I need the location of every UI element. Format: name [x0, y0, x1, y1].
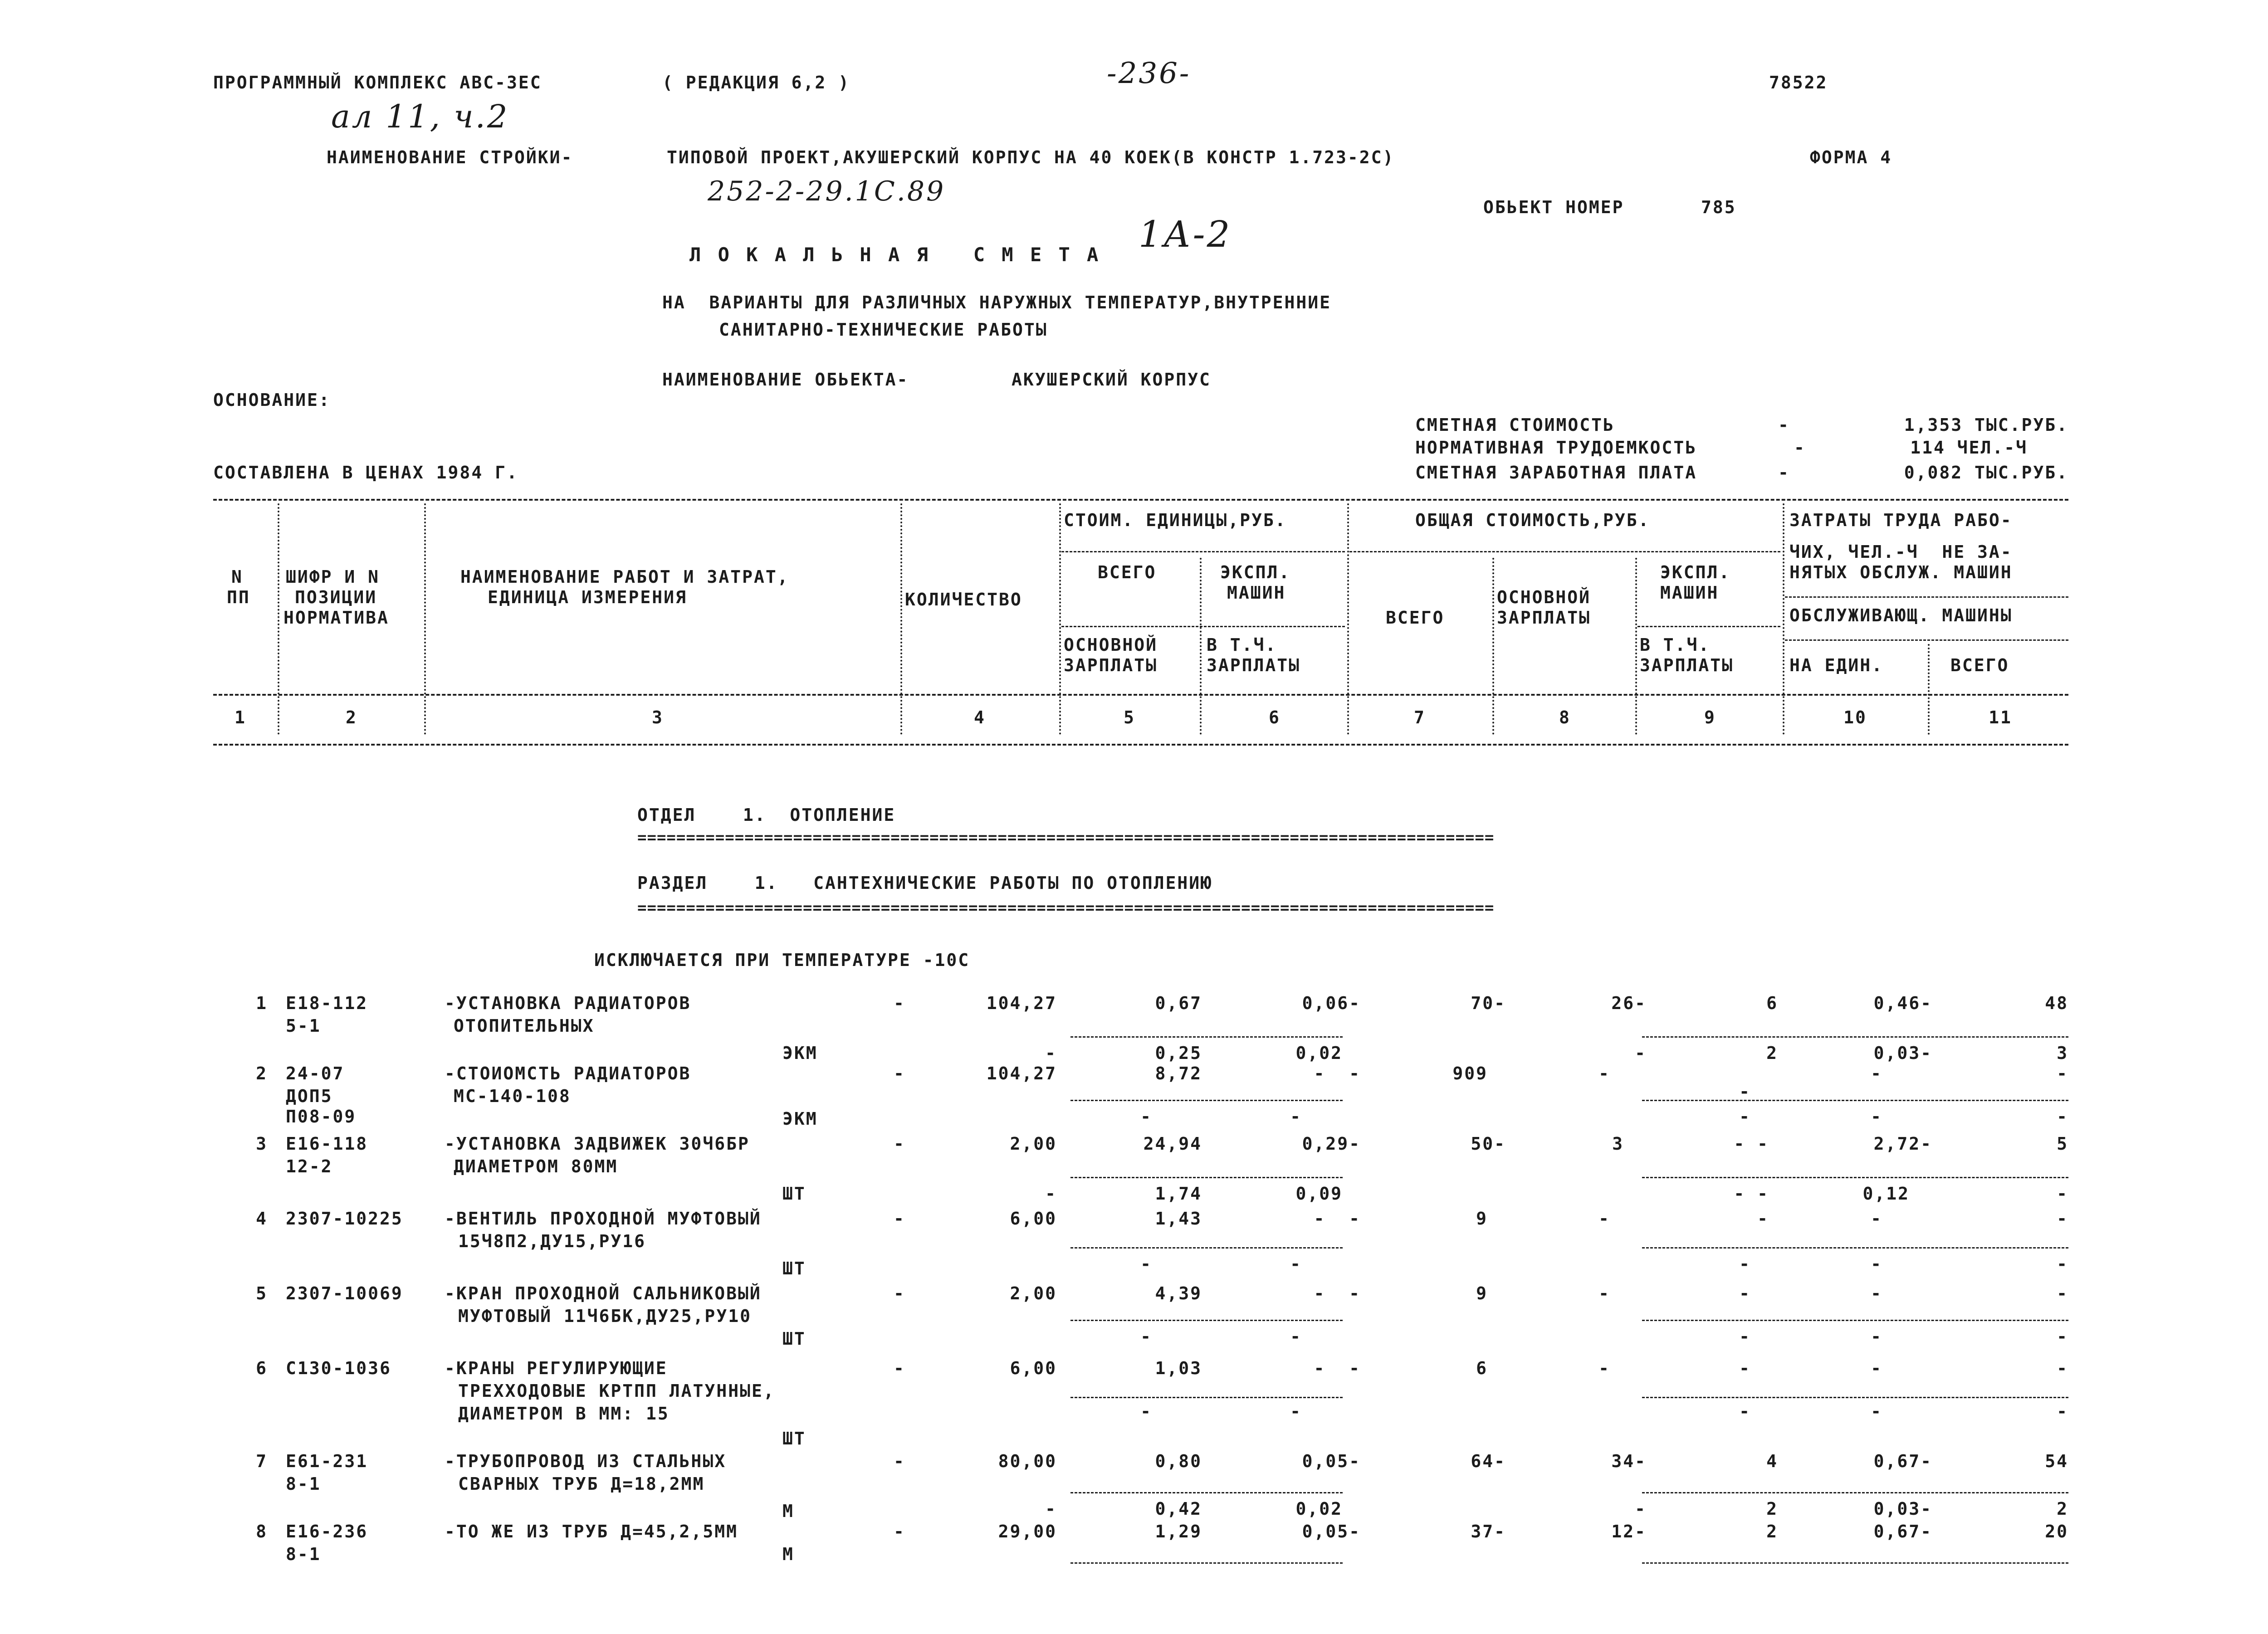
- total-machines: -: [1757, 1209, 1769, 1229]
- sub-labor-unit: -: [1871, 1401, 1882, 1421]
- unit: ЭКМ: [782, 1109, 818, 1129]
- work-name: -ТО ЖЕ ИЗ ТРУБ Д=45,2,5ММ: [445, 1522, 738, 1541]
- quantity: 6,00: [1010, 1209, 1057, 1229]
- subtotal-rule-right: [1642, 1562, 2068, 1564]
- norm-code: Е16-118: [286, 1134, 368, 1154]
- subtotal-rule: [1070, 1562, 1343, 1564]
- prices-basis: СОСТАВЛЕНА В ЦЕНАХ 1984 Г.: [213, 463, 518, 483]
- purpose-line-1: НА ВАРИАНТЫ ДЛЯ РАЗЛИЧНЫХ НАРУЖНЫХ ТЕМПЕРАТУР,ВНУТРЕННИЕ: [662, 293, 1332, 312]
- sub-wages-incl: -: [1290, 1327, 1302, 1346]
- unit-cost-subrule: [1061, 551, 1345, 552]
- object-number-label: ОБЬЕКТ НОМЕР: [1483, 197, 1624, 217]
- total-cost: 70-: [1471, 993, 1506, 1013]
- work-name-cont: ДИАМЕТРОМ 80ММ: [454, 1156, 618, 1176]
- col-number-8: 8: [1559, 707, 1571, 727]
- hdr-unit-cost: СТОИМ. ЕДИНИЦЫ,РУБ.: [1064, 510, 1287, 530]
- labor-per-unit: 0,46-: [1873, 993, 1932, 1013]
- dash: -: [894, 1451, 905, 1471]
- quantity: 80,00: [998, 1451, 1057, 1471]
- summary-sep-1: -: [1778, 415, 1790, 435]
- row-number: 8: [256, 1522, 268, 1541]
- sub-labor-total: -: [2057, 1327, 2068, 1346]
- form-number: ФОРМА 4: [1810, 147, 1892, 167]
- sub-labor-unit: 0,03-: [1873, 1499, 1932, 1519]
- unit: М: [782, 1501, 794, 1521]
- sub-quantity: -: [1045, 1184, 1057, 1204]
- table-header-rule: [213, 694, 2068, 696]
- sub-machines-wages: - -: [1734, 1184, 1769, 1204]
- col-sep-1: [278, 503, 279, 735]
- total-machines: - -: [1734, 1134, 1769, 1154]
- total-cost: 64-: [1471, 1451, 1506, 1471]
- sub-wages-incl: 0,02: [1295, 1499, 1343, 1519]
- work-name: -УСТАНОВКА ЗАДВИЖЕК 30Ч6БР: [445, 1134, 750, 1154]
- total-cost: 37-: [1471, 1522, 1506, 1541]
- hdr-col1-line2: ПП: [227, 587, 250, 607]
- hdr-col3-line1: НАИМЕНОВАНИЕ РАБОТ И ЗАТРАТ,: [460, 567, 789, 587]
- subtotal-rule-right: [1642, 1100, 2068, 1101]
- subtotal-rule-right: [1642, 1036, 2068, 1038]
- construction-label: НАИМЕНОВАНИЕ СТРОЙКИ-: [327, 147, 573, 167]
- norm-code-sub2: П08-09: [286, 1107, 357, 1127]
- col-number-11: 11: [1989, 707, 2012, 727]
- handwritten-estimate-number: 1А-2: [1139, 213, 1232, 255]
- labor-total: -: [2057, 1283, 2068, 1303]
- subtotal-rule: [1070, 1036, 1343, 1038]
- hdr-unit-basic-1: ОСНОВНОЙ: [1064, 635, 1158, 655]
- norm-code: 2307-10225: [286, 1209, 403, 1229]
- program-name: ПРОГРАММНЫЙ КОМПЛЕКС АВС-3ЕС: [213, 73, 542, 93]
- object-name-label: НАИМЕНОВАНИЕ ОБЬЕКТА-: [662, 370, 909, 390]
- hdr-unit-expl-2: МАШИН: [1227, 583, 1286, 603]
- unit-cost-total: 8,72: [1155, 1063, 1202, 1083]
- col-sep-4: [1059, 503, 1061, 735]
- hdr-total-basic-2: ЗАРПЛАТЫ: [1497, 608, 1591, 628]
- unit: ШТ: [782, 1429, 806, 1449]
- hdr-unit-expl-1: ЭКСПЛ.: [1220, 562, 1291, 582]
- row-number: 2: [256, 1063, 268, 1083]
- norm-code: Е16-236: [286, 1522, 368, 1541]
- col-number-2: 2: [346, 707, 357, 727]
- sub-machines-wages: 2: [1766, 1499, 1778, 1519]
- sub-basic-wages: 0,25: [1155, 1043, 1202, 1063]
- col-number-3: 3: [652, 707, 664, 727]
- total-machines: -: [1739, 1283, 1751, 1303]
- total-machines: 4: [1766, 1451, 1778, 1471]
- sub-labor-unit: -: [1871, 1107, 1882, 1127]
- col-sep-10: [1928, 644, 1930, 735]
- quantity: 104,27: [986, 993, 1057, 1013]
- col-sep-6: [1347, 503, 1349, 735]
- sub-wages-incl: 0,02: [1295, 1043, 1343, 1063]
- col-number-10: 10: [1843, 707, 1867, 727]
- hdr-unit-basic-2: ЗАРПЛАТЫ: [1064, 655, 1158, 675]
- work-name: -КРАНЫ РЕГУЛИРУЮЩИЕ: [445, 1358, 668, 1378]
- sub-basic-wages: -: [1140, 1327, 1152, 1346]
- unit-cost-total: 1,03: [1155, 1358, 1202, 1378]
- hdr-col3-line2: ЕДИНИЦА ИЗМЕРЕНИЯ: [488, 587, 687, 607]
- subtotal-rule: [1070, 1100, 1343, 1101]
- object-name: АКУШЕРСКИЙ КОРПУС: [1012, 370, 1211, 390]
- norm-code-sub: 8-1: [286, 1544, 321, 1564]
- exclusion-condition: ИСКЛЮЧАЕТСЯ ПРИ ТЕМПЕРАТУРЕ -10С: [594, 950, 970, 970]
- total-basic-wages: -: [1598, 1063, 1610, 1083]
- sub-wages-incl: -: [1290, 1401, 1302, 1421]
- row-number: 3: [256, 1134, 268, 1154]
- work-name: -УСТАНОВКА РАДИАТОРОВ: [445, 993, 691, 1013]
- norm-code: Е61-231: [286, 1451, 368, 1471]
- sub-basic-wages: -: [1140, 1254, 1152, 1274]
- labor-total: 54: [2045, 1451, 2068, 1471]
- work-name-cont: 15Ч8П2,ДУ15,РУ16: [458, 1231, 646, 1251]
- sub-total-basic: -: [1635, 1499, 1647, 1519]
- norm-code: Е18-112: [286, 993, 368, 1013]
- object-number: 785: [1701, 197, 1736, 217]
- hdr-total-cost: ОБЩАЯ СТОИМОСТЬ,РУБ.: [1415, 510, 1650, 530]
- norm-code-sub: 12-2: [286, 1156, 333, 1176]
- subtotal-rule: [1070, 1247, 1343, 1249]
- summary-value-2: 114 ЧЕЛ.-Ч: [1910, 438, 2028, 458]
- norm-code-sub: 5-1: [286, 1016, 321, 1036]
- labor-total: -: [2057, 1209, 2068, 1229]
- labor-total: 48: [2045, 993, 2068, 1013]
- row-number: 4: [256, 1209, 268, 1229]
- subtotal-rule: [1070, 1177, 1343, 1178]
- table-top-rule: [213, 499, 2068, 501]
- department-heading: ОТДЕЛ 1. ОТОПЛЕНИЕ: [637, 805, 896, 825]
- subtotal-rule-right: [1642, 1492, 2068, 1493]
- quantity: 104,27: [986, 1063, 1057, 1083]
- hdr-quantity: КОЛИЧЕСТВО: [905, 590, 1022, 610]
- subtotal-rule: [1070, 1397, 1343, 1398]
- summary-sep-2: -: [1794, 438, 1806, 458]
- work-name-cont: СВАРНЫХ ТРУБ Д=18,2ММ: [458, 1474, 705, 1494]
- sub-labor-total: -: [2057, 1184, 2068, 1204]
- col-number-7: 7: [1414, 707, 1426, 727]
- total-basic-wages: -: [1598, 1283, 1610, 1303]
- summary-value-1: 1,353 ТЫС.РУБ.: [1904, 415, 2068, 435]
- labor-total: -: [2057, 1063, 2068, 1083]
- quantity: 29,00: [998, 1522, 1057, 1541]
- hdr-labor-per-unit: НА ЕДИН.: [1789, 655, 1884, 675]
- total-cost: 9: [1476, 1209, 1488, 1229]
- labor-per-unit: -: [1871, 1283, 1882, 1303]
- construction-name: ТИПОВОЙ ПРОЕКТ,АКУШЕРСКИЙ КОРПУС НА 40 КОЕК(В КОНСТР 1.723-2С): [667, 147, 1395, 167]
- col-sep-3: [900, 503, 902, 735]
- total-machines: -: [1739, 1082, 1751, 1102]
- summary-label-2: НОРМАТИВНАЯ ТРУДОЕМКОСТЬ: [1415, 438, 1697, 458]
- total-basic-wages: -: [1598, 1209, 1610, 1229]
- sub-wages-incl: 0,09: [1295, 1184, 1343, 1204]
- total-cost: 909: [1452, 1063, 1488, 1083]
- dash: -: [894, 993, 905, 1013]
- sub-total-basic: -: [1635, 1043, 1647, 1063]
- total-machines: 2: [1766, 1522, 1778, 1541]
- sub-labor-total: -: [2057, 1401, 2068, 1421]
- document-code: 78522: [1769, 73, 1828, 93]
- sub-machines-wages: 2: [1766, 1043, 1778, 1063]
- total-cost-subrule: [1349, 551, 1780, 552]
- handwritten-project-code: 252-2-29.1С.89: [708, 176, 946, 207]
- col-number-4: 4: [974, 707, 986, 727]
- unit-cost-machines: - -: [1314, 1358, 1361, 1378]
- sub-basic-wages: 1,74: [1155, 1184, 1202, 1204]
- unit: ШТ: [782, 1258, 806, 1278]
- total-machines: -: [1739, 1358, 1751, 1378]
- work-name-cont: МС-140-108: [454, 1086, 571, 1106]
- hdr-unit-incl-2: ЗАРПЛАТЫ: [1207, 655, 1301, 675]
- sub-basic-wages: -: [1140, 1401, 1152, 1421]
- subtotal-rule: [1070, 1492, 1343, 1493]
- sub-machines-wages: -: [1739, 1254, 1751, 1274]
- labor-per-unit: -: [1871, 1063, 1882, 1083]
- col-sep-8: [1635, 558, 1637, 735]
- summary-label-1: СМЕТНАЯ СТОИМОСТЬ: [1415, 415, 1615, 435]
- sub-wages-incl: -: [1290, 1254, 1302, 1274]
- sub-machines-wages: -: [1739, 1107, 1751, 1127]
- col-number-5: 5: [1124, 707, 1135, 727]
- subtotal-rule-right: [1642, 1247, 2068, 1249]
- norm-code-sub: ДОП5: [286, 1086, 333, 1106]
- norm-code-sub: 8-1: [286, 1474, 321, 1494]
- hdr-col2-line3: НОРМАТИВА: [284, 608, 389, 628]
- total-basic-wages: 12-: [1611, 1522, 1647, 1541]
- row-number: 5: [256, 1283, 268, 1303]
- subtotal-rule: [1070, 1320, 1343, 1321]
- dash: -: [894, 1209, 905, 1229]
- sub-wages-incl: -: [1290, 1107, 1302, 1127]
- sub-machines-wages: -: [1739, 1401, 1751, 1421]
- unit-cost-machines: 0,05-: [1302, 1451, 1361, 1471]
- hdr-total-expl-2: МАШИН: [1660, 583, 1719, 603]
- hdr-labor-2: ЧИХ, ЧЕЛ.-Ч НЕ ЗА-: [1789, 542, 2013, 562]
- labor-subrule-2: [1785, 639, 2068, 641]
- unit-cost-total: 0,67: [1155, 993, 1202, 1013]
- total-expl-midrule: [1637, 626, 1780, 627]
- col-number-1: 1: [235, 707, 246, 727]
- work-name: -ТРУБОПРОВОД ИЗ СТАЛЬНЫХ: [445, 1451, 727, 1471]
- sub-labor-unit: -: [1871, 1327, 1882, 1346]
- work-name-cont: ОТОПИТЕЛЬНЫХ: [454, 1016, 595, 1036]
- unit-cost-machines: - -: [1314, 1063, 1361, 1083]
- labor-per-unit: -: [1871, 1209, 1882, 1229]
- total-basic-wages: 26-: [1611, 993, 1647, 1013]
- labor-total: 5: [2057, 1134, 2068, 1154]
- unit-cost-total: 24,94: [1143, 1134, 1202, 1154]
- row-number: 1: [256, 993, 268, 1013]
- hdr-unit-total: ВСЕГО: [1098, 562, 1157, 582]
- dash: -: [894, 1358, 905, 1378]
- subtotal-rule-right: [1642, 1177, 2068, 1178]
- sub-quantity: -: [1045, 1043, 1057, 1063]
- handwritten-reference: ал 11, ч.2: [331, 98, 509, 135]
- summary-sep-3: -: [1778, 463, 1790, 483]
- sub-labor-total: 3: [2057, 1043, 2068, 1063]
- unit: ШТ: [782, 1329, 806, 1349]
- estimate-title: Л О К А Л Ь Н А Я С М Е Т А: [689, 244, 1101, 266]
- hdr-total-all: ВСЕГО: [1386, 608, 1445, 628]
- hdr-labor-machines: ОБСЛУЖИВАЮЩ. МАШИНЫ: [1789, 605, 2013, 625]
- unit-cost-machines: 0,06-: [1302, 993, 1361, 1013]
- hdr-col2-line1: ШИФР И N: [286, 567, 380, 587]
- labor-per-unit: -: [1871, 1358, 1882, 1378]
- subtotal-rule-right: [1642, 1320, 2068, 1321]
- quantity: 2,00: [1010, 1283, 1057, 1303]
- sub-basic-wages: 0,42: [1155, 1499, 1202, 1519]
- col-sep-9: [1783, 503, 1784, 735]
- hdr-total-expl-1: ЭКСПЛ.: [1660, 562, 1731, 582]
- summary-label-3: СМЕТНАЯ ЗАРАБОТНАЯ ПЛАТА: [1415, 463, 1697, 483]
- page-number: -236-: [1107, 57, 1191, 90]
- row-number: 7: [256, 1451, 268, 1471]
- total-basic-wages: -: [1598, 1358, 1610, 1378]
- unit-cost-total: 1,29: [1155, 1522, 1202, 1541]
- total-machines: 6: [1766, 993, 1778, 1013]
- work-name-cont2: ДИАМЕТРОМ В ММ: 15: [458, 1404, 670, 1424]
- unit-cost-machines: 0,05-: [1302, 1522, 1361, 1541]
- work-name: -СТОИОМСТЬ РАДИАТОРОВ: [445, 1063, 691, 1083]
- col-number-9: 9: [1704, 707, 1716, 727]
- sub-machines-wages: -: [1739, 1327, 1751, 1346]
- edition: ( РЕДАКЦИЯ 6,2 ): [662, 73, 850, 93]
- norm-code: 24-07: [286, 1063, 345, 1083]
- hdr-unit-incl-1: В Т.Ч.: [1207, 635, 1277, 655]
- unit: М: [782, 1544, 794, 1564]
- unit-cost-machines: 0,29-: [1302, 1134, 1361, 1154]
- summary-value-3: 0,082 ТЫС.РУБ.: [1904, 463, 2068, 483]
- total-cost: 50-: [1471, 1134, 1506, 1154]
- hdr-labor-3: НЯТЫХ ОБСЛУЖ. МАШИН: [1789, 562, 2013, 582]
- dash: -: [894, 1063, 905, 1083]
- dash: -: [894, 1283, 905, 1303]
- subtotal-rule-right: [1642, 1397, 2068, 1398]
- sub-quantity: -: [1045, 1499, 1057, 1519]
- quantity: 2,00: [1010, 1134, 1057, 1154]
- total-cost: 9: [1476, 1283, 1488, 1303]
- sub-labor-total: -: [2057, 1254, 2068, 1274]
- labor-total: -: [2057, 1358, 2068, 1378]
- labor-total: 20: [2045, 1522, 2068, 1541]
- col-sep-5: [1200, 558, 1202, 735]
- total-basic-wages: 3: [1612, 1134, 1624, 1154]
- norm-code: 2307-10069: [286, 1283, 403, 1303]
- row-number: 6: [256, 1358, 268, 1378]
- labor-per-unit: 2,72-: [1873, 1134, 1932, 1154]
- hdr-labor-total: ВСЕГО: [1950, 655, 2009, 675]
- unit-cost-total: 0,80: [1155, 1451, 1202, 1471]
- quantity: 6,00: [1010, 1358, 1057, 1378]
- hdr-col2-line2: ПОЗИЦИИ: [295, 587, 377, 607]
- labor-per-unit: 0,67-: [1873, 1522, 1932, 1541]
- work-name-cont: ТРЕХХОДОВЫЕ КРТПП ЛАТУННЫЕ,: [458, 1381, 775, 1401]
- hdr-total-incl-2: ЗАРПЛАТЫ: [1640, 655, 1734, 675]
- purpose-line-2: САНИТАРНО-ТЕХНИЧЕСКИЕ РАБОТЫ: [719, 320, 1048, 340]
- table-numbers-rule: [213, 744, 2068, 746]
- unit-cost-total: 4,39: [1155, 1283, 1202, 1303]
- work-name-cont: МУФТОВЫЙ 11Ч6БК,ДУ25,РУ10: [458, 1306, 752, 1326]
- unit-cost-machines: - -: [1314, 1283, 1361, 1303]
- sub-labor-unit: -: [1871, 1254, 1882, 1274]
- hdr-total-basic-1: ОСНОВНОЙ: [1497, 587, 1591, 607]
- total-cost: 6: [1476, 1358, 1488, 1378]
- division-heading: РАЗДЕЛ 1. САНТЕХНИЧЕСКИЕ РАБОТЫ ПО ОТОПЛЕНИЮ: [637, 873, 1213, 893]
- col-number-6: 6: [1269, 707, 1281, 727]
- hdr-total-incl-1: В Т.Ч.: [1640, 635, 1711, 655]
- unit-cost-total: 1,43: [1155, 1209, 1202, 1229]
- dash: -: [894, 1522, 905, 1541]
- labor-subrule-1: [1785, 596, 2068, 598]
- sub-labor-unit: 0,03-: [1873, 1043, 1932, 1063]
- unit-cost-machines: - -: [1314, 1209, 1361, 1229]
- unit-cost-midrule: [1061, 626, 1345, 627]
- unit: ЭКМ: [782, 1043, 818, 1063]
- work-name: -ВЕНТИЛЬ ПРОХОДНОЙ МУФТОВЫЙ: [445, 1209, 762, 1229]
- division-underline: ========================================================================================: [637, 899, 1495, 917]
- labor-per-unit: 0,67-: [1873, 1451, 1932, 1471]
- col-sep-2: [424, 503, 426, 735]
- dash: -: [894, 1134, 905, 1154]
- sub-labor-total: -: [2057, 1107, 2068, 1127]
- sub-basic-wages: -: [1140, 1107, 1152, 1127]
- department-underline: ========================================================================================: [637, 829, 1495, 847]
- sub-labor-unit: 0,12: [1862, 1184, 1910, 1204]
- total-basic-wages: 34-: [1611, 1451, 1647, 1471]
- work-name: -КРАН ПРОХОДНОЙ САЛЬНИКОВЫЙ: [445, 1283, 762, 1303]
- norm-code: С130-1036: [286, 1358, 391, 1378]
- hdr-col1-line1: N: [231, 567, 243, 587]
- basis-label: ОСНОВАНИЕ:: [213, 390, 331, 410]
- sub-labor-total: 2: [2057, 1499, 2068, 1519]
- unit: ШТ: [782, 1184, 806, 1204]
- col-sep-7: [1492, 558, 1494, 735]
- hdr-labor-1: ЗАТРАТЫ ТРУДА РАБО-: [1789, 510, 2013, 530]
